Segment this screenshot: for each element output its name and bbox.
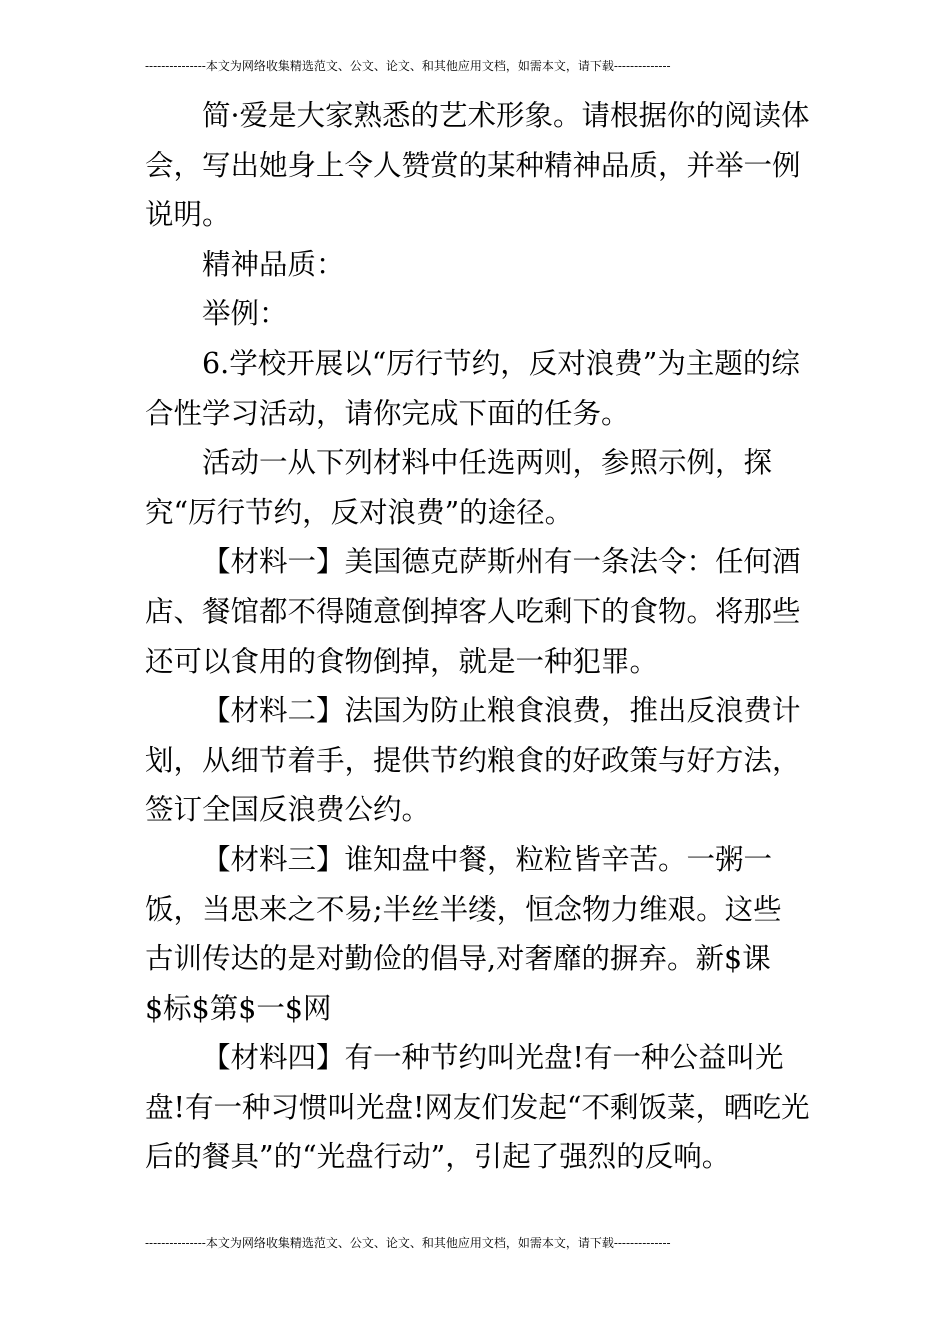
paragraph-activity-one: 活动一从下列材料中任选两则，参照示例，探究“厉行节约，反对浪费”的途径。 [145,446,773,529]
paragraph-material-two: 【材料二】法国为防止粮食浪费，推出反浪费计划，从细节着手，提供节约粮食的好政策与好方法，签订全国反浪费公约。 [145,694,801,827]
paragraph-material-three: 【材料三】谁知盘中餐，粒粒皆辛苦。一粥一饭，当思来之不易;半丝半缕，恒念物力维艰。这些古训传达的是对勤俭的倡导,对奢靡的摒弃。新$课$标$第$一$网 [145,842,782,1025]
header-note: ---------------本文为网络收集精选范文、公文、论文、和其他应用文档，如需本文，请下载-------------- [145,59,671,73]
paragraph-material-one: 【材料一】美国德克萨斯州有一条法令：任何酒店、餐馆都不得随意倒掉客人吃剩下的食物。将那些还可以食用的食物倒掉，就是一种犯罪。 [145,545,801,678]
footer-note: ---------------本文为网络收集精选范文、公文、论文、和其他应用文档，如需本文，请下载-------------- [145,1236,671,1250]
document-body [145,91,810,1182]
paragraph-example: 举例： [202,297,288,331]
paragraph-material-four: 【材料四】有一种节约叫光盘!有一种公益叫光盘!有一种习惯叫光盘!网友们发起“不剩饭菜，晒吃光后的餐具”的“光盘行动”，引起了强烈的反响。 [145,1041,810,1174]
paragraph-question-6: 6.学校开展以“厉行节约，反对浪费”为主题的综合性学习活动，请你完成下面的任务。 [145,346,800,430]
paragraph-question-jane-eyre: 简·爱是大家熟悉的艺术形象。请根据你的阅读体会，写出她身上令人赞赏的某种精神品质，并举一例说明。 [145,99,810,232]
paragraph-spirit-quality: 精神品质： [202,247,345,281]
